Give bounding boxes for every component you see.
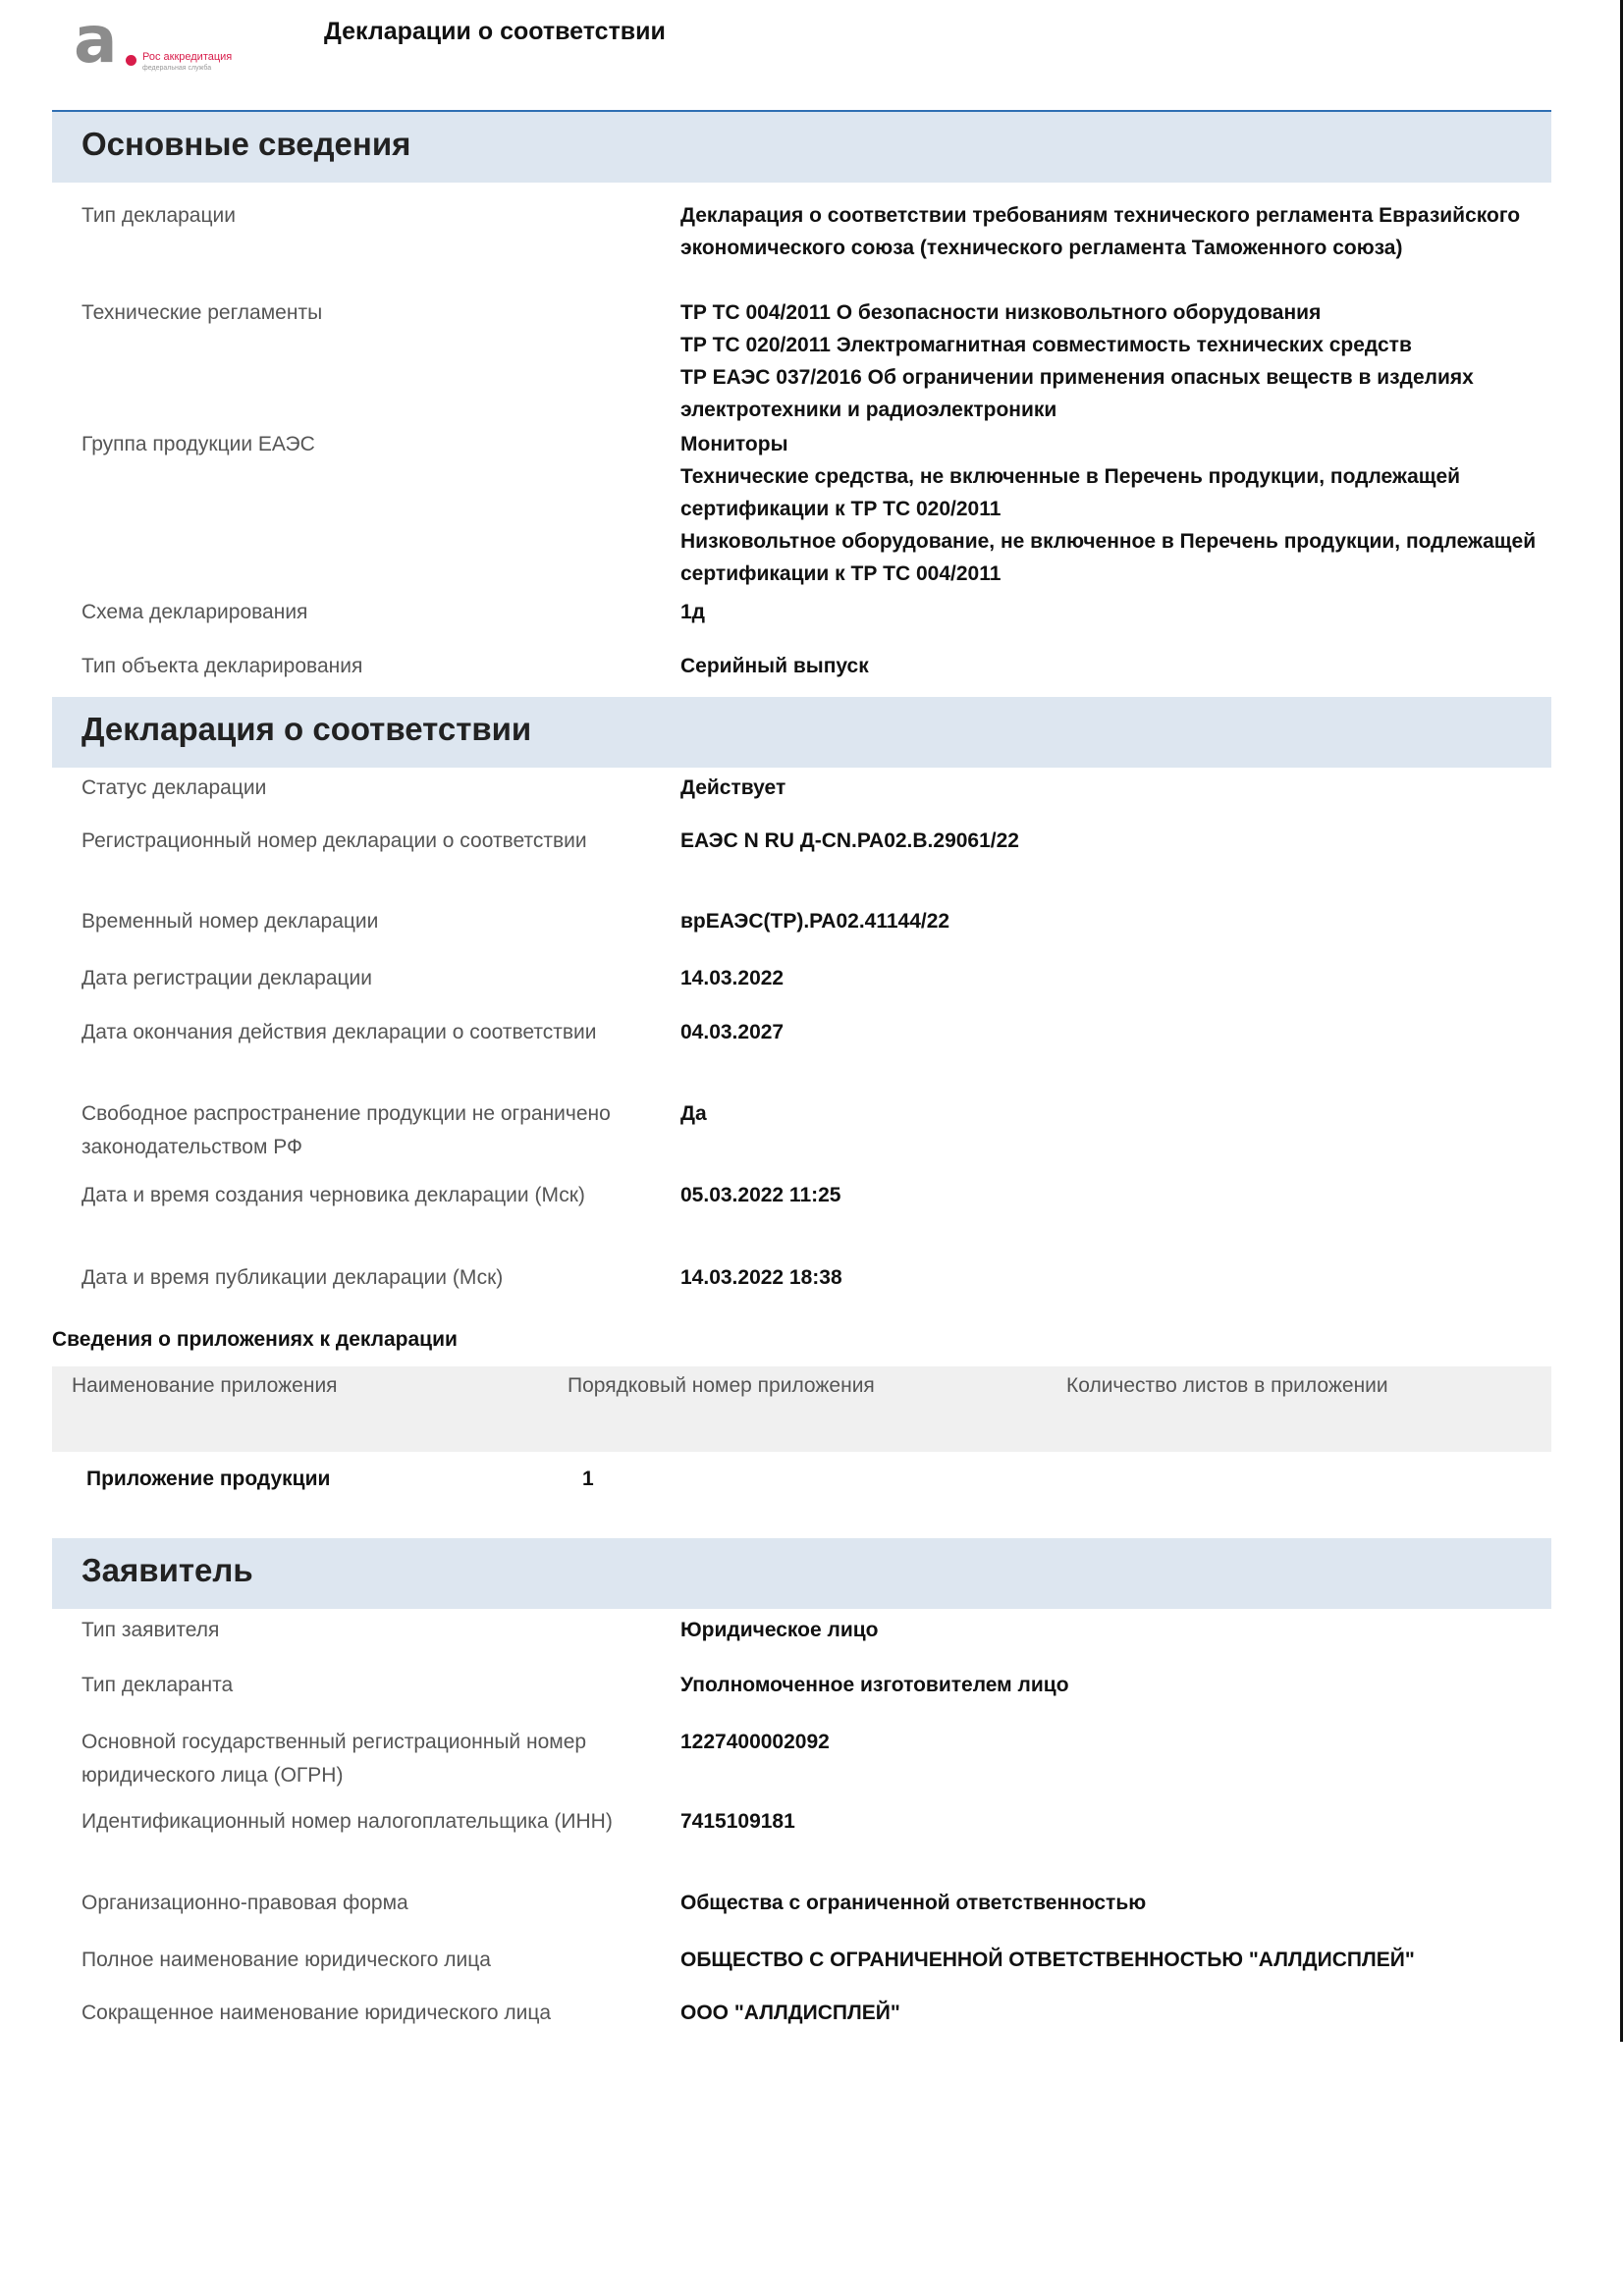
- row-label: Идентификационный номер налогоплательщика (ИНН): [81, 1810, 613, 1833]
- row-value: 14.03.2022: [680, 967, 785, 989]
- row-value: [680, 428, 1603, 590]
- value-line: ТР ЕАЭС 037/2016 Об ограничении применения опасных веществ в изделиях электротехники и радиоэлектроники: [680, 366, 1474, 421]
- row-value: Общества с ограниченной ответственностью: [680, 1892, 1147, 1914]
- row-value: ООО "АЛЛДИСПЛЕЙ": [680, 2002, 900, 2024]
- row-value: ЕАЭС N RU Д-CN.РА02.В.29061/22: [680, 829, 1019, 852]
- value-line: ТР ТС 020/2011 Электромагнитная совместимость технических средств: [680, 334, 1412, 356]
- row-label: Временный номер декларации: [81, 910, 379, 933]
- row-label: Тип декларанта: [81, 1674, 234, 1696]
- section-basic-title: Основные сведения: [81, 126, 411, 162]
- value-line: Технические средства, не включенные в Перечень продукции, подлежащей сертификации к ТР ТС 020/2011: [680, 465, 1461, 520]
- row-value: Юридическое лицо: [680, 1619, 879, 1641]
- row-value: 05.03.2022 11:25: [680, 1184, 841, 1206]
- logo-dot-icon: [126, 55, 136, 66]
- section-basic-header: [52, 112, 1551, 183]
- section-applicant-header: [52, 1538, 1551, 1609]
- row-label: Сокращенное наименование юридического лица: [81, 2002, 552, 2024]
- attachment-number: 1: [582, 1468, 594, 1490]
- section-declaration-title: Декларация о соответствии: [81, 711, 532, 747]
- row-value: [680, 596, 1603, 628]
- row-label: Дата регистрации декларации: [81, 967, 373, 989]
- rosaccreditation-logo: [74, 2, 270, 80]
- row-value: Да: [680, 1102, 707, 1125]
- row-value: 14.03.2022 18:38: [680, 1266, 842, 1289]
- page-edge-line: [1620, 0, 1623, 2042]
- value-line: Декларация о соответствии требованиям технического регламента Евразийского экономического союза (технического регламента Таможенного союза): [680, 204, 1521, 259]
- document-title: Декларации о соответствии: [324, 18, 666, 45]
- row-value: 7415109181: [680, 1810, 795, 1833]
- row-value: Уполномоченное изготовителем лицо: [680, 1674, 1069, 1696]
- row-label: Дата и время публикации декларации (Мск): [81, 1266, 504, 1289]
- attachment-name: Приложение продукции: [86, 1468, 331, 1490]
- logo-subtext: федеральная служба: [142, 65, 212, 72]
- row-label: Регистрационный номер декларации о соответствии: [81, 829, 587, 852]
- row-label: Тип заявителя: [81, 1619, 220, 1641]
- value-line: Мониторы: [680, 433, 788, 455]
- value-line: Низковольтное оборудование, не включенное в Перечень продукции, подлежащей сертификации к ТР ТС 004/2011: [680, 530, 1537, 585]
- row-value: [680, 296, 1603, 426]
- attachments-table-header: [52, 1366, 1551, 1452]
- document-header: [0, 0, 1624, 88]
- row-label: Статус декларации: [81, 776, 267, 799]
- row-label: Организационно-правовая форма: [81, 1892, 408, 1914]
- row-label: Основной государственный регистрационный номер юридического лица (ОГРН): [81, 1731, 587, 1787]
- row-label: Группа продукции ЕАЭС: [81, 433, 315, 455]
- row-label: Тип декларации: [81, 204, 236, 227]
- row-value: ОБЩЕСТВО С ОГРАНИЧЕННОЙ ОТВЕТСТВЕННОСТЬЮ "АЛЛДИСПЛЕЙ": [680, 1949, 1415, 1971]
- logo-text: Рос аккредитация: [142, 51, 233, 63]
- attachments-title: Сведения о приложениях к декларации: [52, 1328, 458, 1351]
- row-value: 1227400002092: [680, 1731, 830, 1753]
- value-line: Серийный выпуск: [680, 655, 869, 677]
- row-value: [680, 650, 1603, 682]
- row-value: [680, 199, 1603, 264]
- value-line: 1д: [680, 601, 706, 623]
- row-label: Дата и время создания черновика декларации (Мск): [81, 1184, 585, 1206]
- row-label: Технические регламенты: [81, 301, 323, 324]
- column-header: Количество листов в приложении: [1066, 1374, 1388, 1397]
- row-label: Свободное распространение продукции не ограничено законодательством РФ: [81, 1102, 611, 1158]
- row-value: врЕАЭС(ТР).РА02.41144/22: [680, 910, 950, 933]
- section-applicant-title: Заявитель: [81, 1552, 253, 1588]
- row-value: Действует: [680, 776, 786, 799]
- row-label: Тип объекта декларирования: [81, 655, 363, 677]
- row-label: Полное наименование юридического лица: [81, 1949, 491, 1971]
- row-label: Дата окончания действия декларации о соответствии: [81, 1021, 597, 1043]
- column-header: Наименование приложения: [72, 1374, 338, 1397]
- logo-a-icon: a: [74, 2, 118, 78]
- row-value: 04.03.2027: [680, 1021, 785, 1043]
- row-label: Схема декларирования: [81, 601, 308, 623]
- value-line: ТР ТС 004/2011 О безопасности низковольтного оборудования: [680, 301, 1322, 324]
- section-declaration-header: [52, 697, 1551, 768]
- column-header: Порядковый номер приложения: [568, 1374, 875, 1397]
